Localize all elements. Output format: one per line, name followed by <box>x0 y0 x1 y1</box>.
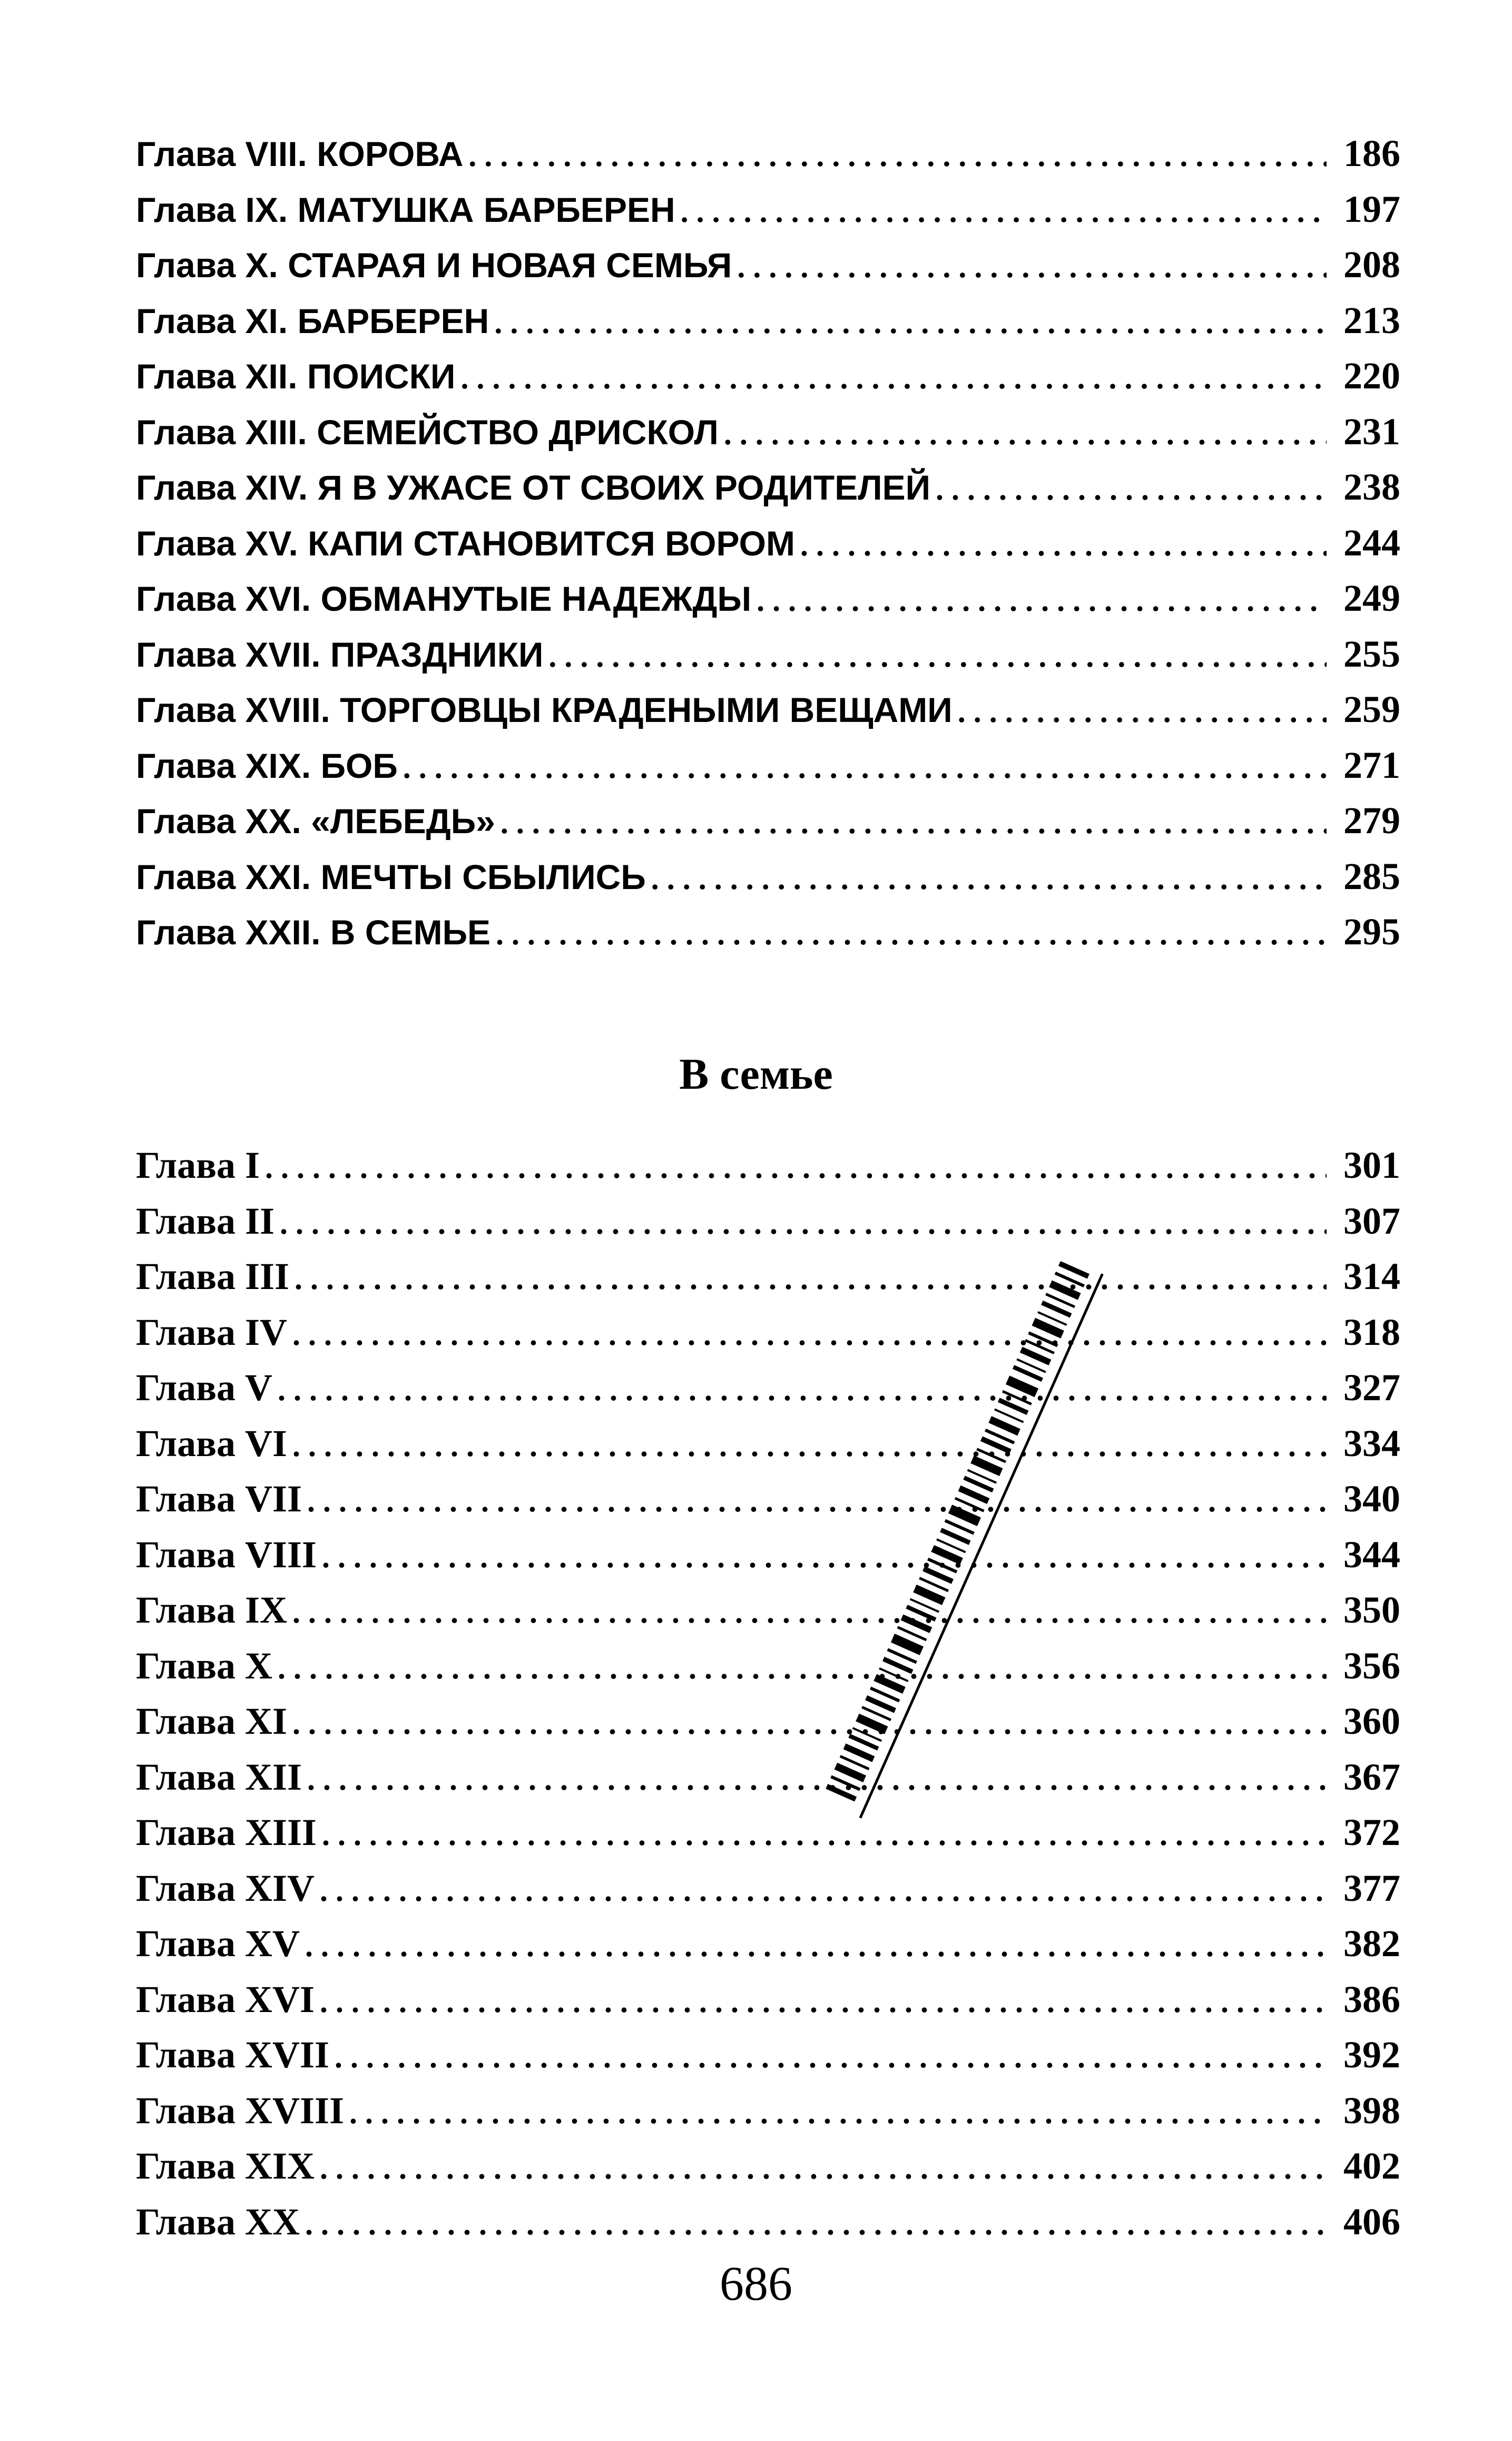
toc-entry <box>136 799 1400 855</box>
chapter-label: Глава XV <box>136 1922 300 1965</box>
chapter-page-number: 398 <box>1343 2089 1400 2132</box>
chapter-label: Глава XII. <box>136 357 298 396</box>
chapter-label: Глава XIX. <box>136 746 311 785</box>
dot-leader <box>651 861 1327 897</box>
dot-leader <box>724 416 1327 452</box>
dot-leader <box>936 471 1327 507</box>
toc-entry <box>136 1533 1400 1589</box>
chapter-label: Глава XIV <box>136 1867 315 1909</box>
chapter-label: Глава I <box>136 1144 260 1186</box>
chapter-label: Глава XX <box>136 2200 300 2243</box>
toc-entry <box>136 1477 1400 1533</box>
toc-entry <box>136 354 1400 410</box>
toc-entry <box>136 1588 1400 1644</box>
chapter-page-number: 249 <box>1343 577 1400 619</box>
chapter-title: «ЛЕБЕДЬ» <box>311 802 495 841</box>
chapter-label: Глава III <box>136 1255 290 1297</box>
dot-leader <box>737 249 1327 285</box>
chapter-title: МЕЧТЫ СБЫЛИСЬ <box>320 857 646 896</box>
chapter-page-number: 402 <box>1343 2145 1400 2187</box>
dot-leader <box>320 2150 1327 2186</box>
dot-leader <box>278 1372 1327 1408</box>
chapter-page-number: 220 <box>1343 355 1400 397</box>
chapter-page-number: 271 <box>1343 744 1400 786</box>
toc-entry <box>136 1199 1400 1255</box>
chapter-label: Глава XX. <box>136 802 301 841</box>
chapter-page-number: 259 <box>1343 688 1400 730</box>
toc-entry <box>136 188 1400 243</box>
chapter-page-number: 318 <box>1343 1311 1400 1353</box>
chapter-label: Глава VIII. <box>136 134 307 173</box>
toc-entry <box>136 632 1400 688</box>
chapter-page-number: 360 <box>1343 1700 1400 1742</box>
chapter-page-number: 367 <box>1343 1755 1400 1798</box>
toc-entry <box>136 1255 1400 1311</box>
toc-entry <box>136 2089 1400 2145</box>
chapter-label: Глава XII <box>136 1755 302 1798</box>
chapter-title: Я В УЖАСЕ ОТ СВОИХ РОДИТЕЛЕЙ <box>317 468 931 507</box>
chapter-page-number: 327 <box>1343 1366 1400 1409</box>
chapter-page-number: 197 <box>1343 188 1400 230</box>
chapter-page-number: 372 <box>1343 1811 1400 1853</box>
chapter-title: ОБМАНУТЫЕ НАДЕЖДЫ <box>320 579 752 618</box>
chapter-page-number: 406 <box>1343 2200 1400 2243</box>
chapter-label: Глава XXI. <box>136 857 311 896</box>
chapter-title: МАТУШКА БАРБЕРЕН <box>297 190 675 229</box>
dot-leader <box>278 1650 1327 1686</box>
toc-entry <box>136 243 1400 299</box>
chapter-label: Глава XVIII. <box>136 690 330 729</box>
chapter-label: Глава XIII <box>136 1811 317 1853</box>
toc-entry <box>136 855 1400 911</box>
table-of-contents-part-two <box>136 1144 1400 2256</box>
dot-leader <box>292 1705 1327 1742</box>
toc-entry <box>136 2033 1400 2089</box>
toc-entry <box>136 2200 1400 2256</box>
toc-entry <box>136 577 1400 632</box>
chapter-label: Глава VIII <box>136 1533 317 1576</box>
chapter-label: Глава XXII. <box>136 913 321 952</box>
chapter-title: ПОИСКИ <box>307 357 456 396</box>
dot-leader <box>335 2039 1327 2075</box>
chapter-page-number: 213 <box>1343 299 1400 341</box>
page-number: 686 <box>720 2257 792 2310</box>
dot-leader <box>349 2095 1327 2131</box>
chapter-title: СЕМЕЙСТВО ДРИСКОЛ <box>317 412 719 452</box>
chapter-page-number: 344 <box>1343 1533 1400 1576</box>
toc-entry <box>136 1311 1400 1366</box>
chapter-label: Глава XI. <box>136 301 288 340</box>
chapter-label: Глава XIX <box>136 2145 315 2187</box>
dot-leader <box>958 694 1327 730</box>
dot-leader <box>494 305 1327 341</box>
dot-leader <box>757 582 1327 619</box>
chapter-label: Глава V <box>136 1366 272 1409</box>
toc-entry <box>136 465 1400 521</box>
dot-leader <box>403 749 1327 786</box>
dot-leader <box>548 638 1327 675</box>
chapter-page-number: 244 <box>1343 521 1400 564</box>
chapter-label: Глава VI <box>136 1422 287 1464</box>
toc-entry <box>136 1867 1400 1922</box>
toc-entry <box>136 1366 1400 1422</box>
dot-leader <box>292 1428 1327 1464</box>
toc-entry <box>136 132 1400 188</box>
chapter-page-number: 392 <box>1343 2034 1400 2076</box>
chapter-title: СТАРАЯ И НОВАЯ СЕМЬЯ <box>288 246 732 285</box>
toc-entry <box>136 1811 1400 1867</box>
dot-leader <box>265 1149 1327 1186</box>
chapter-page-number: 356 <box>1343 1644 1400 1687</box>
toc-entry <box>136 1700 1400 1755</box>
toc-entry <box>136 1644 1400 1700</box>
dot-leader <box>294 1261 1327 1297</box>
dot-leader <box>292 1316 1327 1353</box>
toc-entry <box>136 1422 1400 1478</box>
chapter-label: Глава XIV. <box>136 468 308 507</box>
toc-entry <box>136 910 1400 966</box>
toc-entry <box>136 744 1400 799</box>
chapter-label: Глава IX. <box>136 190 288 229</box>
chapter-title: КОРОВА <box>317 134 464 173</box>
chapter-page-number: 285 <box>1343 855 1400 897</box>
section-heading: В семье <box>679 1050 833 1099</box>
chapter-page-number: 377 <box>1343 1867 1400 1909</box>
chapter-title: БОБ <box>320 746 398 785</box>
toc-entry <box>136 410 1400 466</box>
toc-entry <box>136 1978 1400 2034</box>
chapter-label: Глава XV. <box>136 523 298 563</box>
chapter-title: ПРАЗДНИКИ <box>330 634 544 674</box>
dot-leader <box>468 138 1327 174</box>
chapter-page-number: 334 <box>1343 1422 1400 1464</box>
dot-leader <box>320 1984 1327 2020</box>
dot-leader <box>496 916 1327 952</box>
toc-entry <box>136 1922 1400 1978</box>
chapter-page-number: 238 <box>1343 466 1400 508</box>
table-of-contents-part-one <box>136 132 1400 966</box>
dot-leader <box>800 527 1327 563</box>
chapter-label: Глава X. <box>136 246 278 285</box>
dot-leader <box>305 2206 1327 2242</box>
chapter-label: Глава XI <box>136 1700 287 1742</box>
barcode-stamp-icon <box>811 1223 1106 1855</box>
dot-leader <box>500 805 1327 841</box>
chapter-page-number: 314 <box>1343 1255 1400 1297</box>
chapter-title: ТОРГОВЦЫ КРАДЕНЫМИ ВЕЩАМИ <box>340 690 953 729</box>
chapter-label: Глава XIII. <box>136 412 307 452</box>
chapter-label: Глава X <box>136 1644 272 1687</box>
chapter-label: Глава XVII <box>136 2034 329 2076</box>
chapter-page-number: 186 <box>1343 132 1400 174</box>
chapter-title: В СЕМЬЕ <box>330 913 491 952</box>
dot-leader <box>461 360 1327 396</box>
chapter-label: Глава IX <box>136 1589 287 1631</box>
dot-leader <box>305 1928 1327 1964</box>
chapter-page-number: 386 <box>1343 1978 1400 2020</box>
toc-entry <box>136 299 1400 355</box>
chapter-label: Глава XVI. <box>136 579 311 618</box>
toc-entry <box>136 1144 1400 1199</box>
chapter-label: Глава VII <box>136 1478 302 1520</box>
toc-entry <box>136 1755 1400 1811</box>
chapter-title: КАПИ СТАНОВИТСЯ ВОРОМ <box>308 523 795 563</box>
chapter-label: Глава IV <box>136 1311 287 1353</box>
chapter-page-number: 350 <box>1343 1589 1400 1631</box>
chapter-page-number: 301 <box>1343 1144 1400 1186</box>
chapter-page-number: 340 <box>1343 1478 1400 1520</box>
chapter-page-number: 279 <box>1343 799 1400 842</box>
toc-entry <box>136 688 1400 744</box>
chapter-page-number: 255 <box>1343 632 1400 675</box>
dot-leader <box>292 1594 1327 1630</box>
chapter-title: БАРБЕРЕН <box>297 301 489 340</box>
dot-leader <box>320 1872 1327 1909</box>
chapter-page-number: 295 <box>1343 911 1400 953</box>
toc-entry <box>136 521 1400 577</box>
toc-entry <box>136 2144 1400 2200</box>
chapter-label: Глава XVIII <box>136 2089 345 2132</box>
chapter-label: Глава II <box>136 1199 275 1242</box>
dot-leader <box>681 193 1327 230</box>
chapter-page-number: 307 <box>1343 1199 1400 1242</box>
chapter-page-number: 231 <box>1343 410 1400 453</box>
chapter-label: Глава XVI <box>136 1978 315 2020</box>
dot-leader <box>280 1205 1327 1242</box>
chapter-page-number: 382 <box>1343 1922 1400 1965</box>
chapter-page-number: 208 <box>1343 243 1400 286</box>
chapter-label: Глава XVII. <box>136 634 321 674</box>
